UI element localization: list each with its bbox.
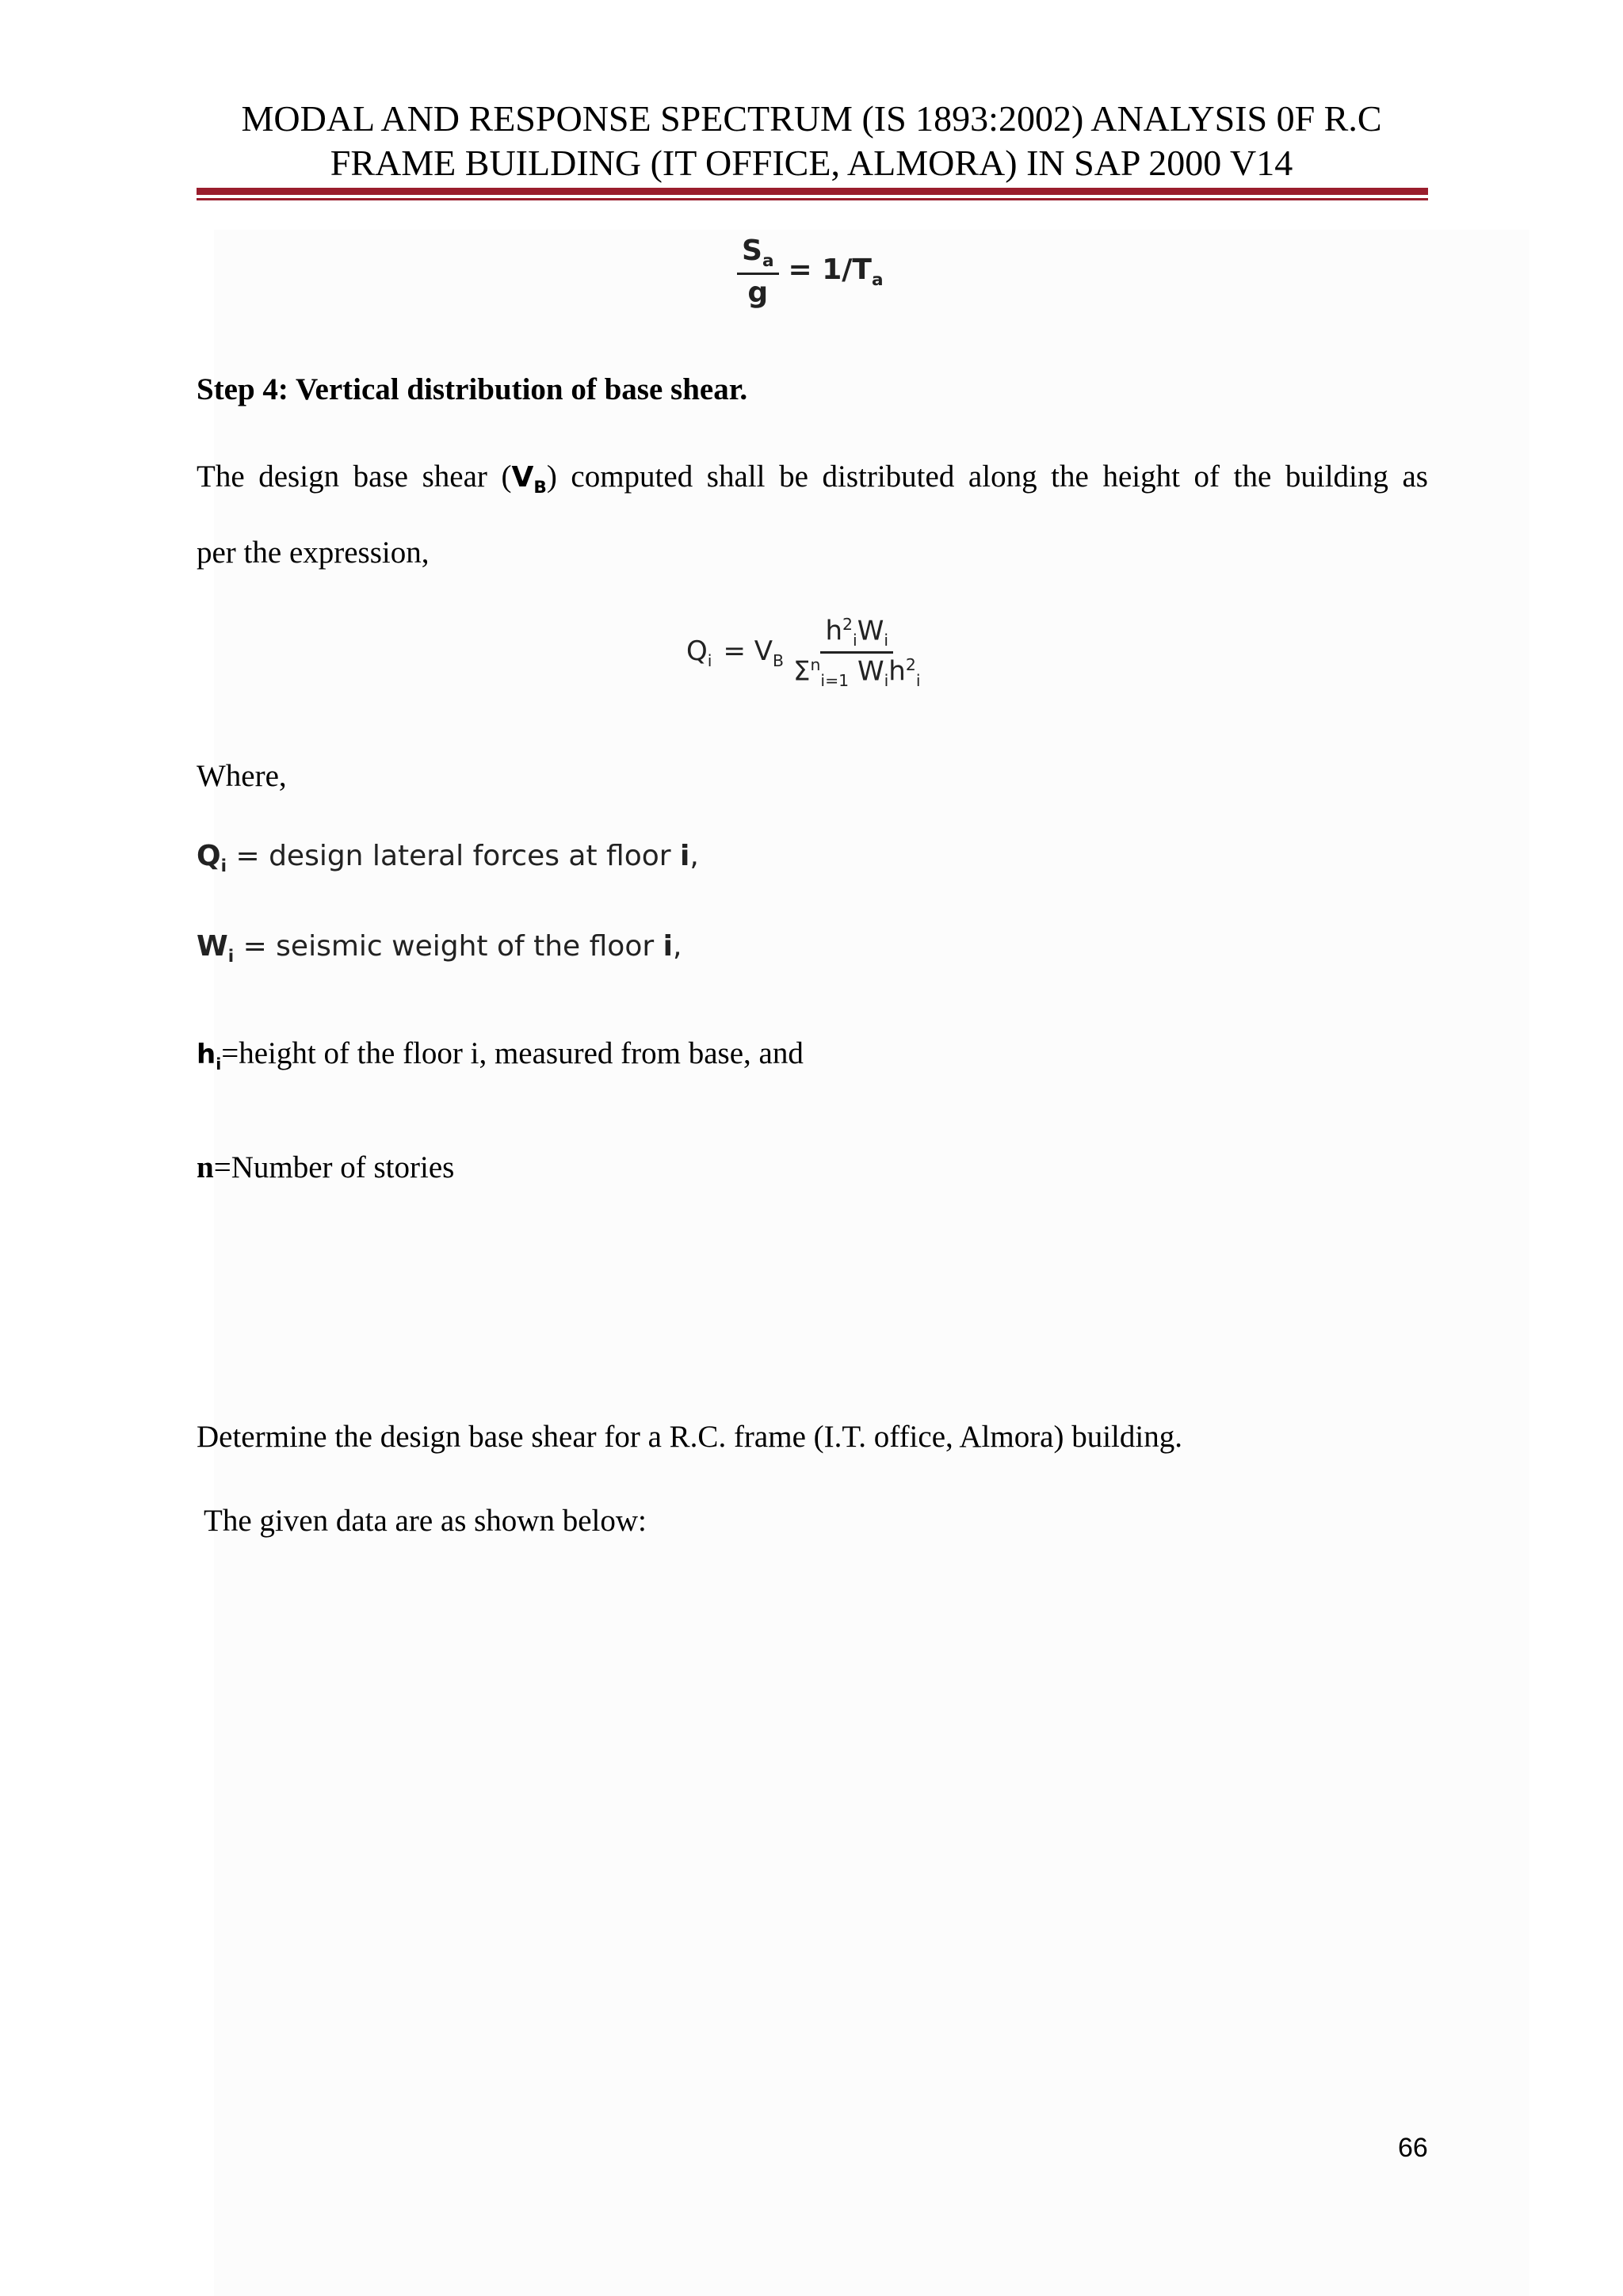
definition-qi: $Q_i$ = design lateral forces at floor i, bbox=[197, 840, 699, 877]
header-rule-thin bbox=[197, 198, 1428, 200]
where-label: Where, bbox=[197, 759, 287, 793]
step-4-paragraph-line-2: per the expression, bbox=[197, 536, 430, 570]
header-title-line-1: MODAL AND RESPONSE SPECTRUM (IS 1893:2002) ANALYSIS 0F R.C bbox=[241, 98, 1382, 139]
qi-lhs: $Q_i$ bbox=[686, 635, 712, 670]
definition-wi: $W_i$ = seismic weight of the floor i, bbox=[197, 930, 682, 967]
header-title-line-2: FRAME BUILDING (IT OFFICE, ALMORA) IN SAP 2000 V14 bbox=[330, 143, 1293, 183]
vb-symbol: $V_B$ bbox=[511, 461, 547, 498]
page-number: 66 bbox=[1398, 2133, 1428, 2163]
sa-rhs: = $1/T_a$ bbox=[788, 254, 884, 291]
running-header bbox=[158, 97, 1465, 185]
qi-fraction bbox=[789, 615, 925, 690]
qi-numerator: $h^2_iW_i$ bbox=[820, 615, 893, 654]
definition-n: n=Number of stories bbox=[197, 1150, 455, 1184]
definition-hi: $h_i=height$ of the floor i, measured from base, and bbox=[197, 1036, 804, 1074]
problem-line-2: The given data are as shown below: bbox=[197, 1504, 647, 1538]
equation-sa-over-g bbox=[737, 235, 884, 309]
qi-vb: = $V_B$ bbox=[723, 635, 784, 670]
step-4-paragraph-line-1: The design base shear $(V_B)$ computed shall be distributed along the height of the building as bbox=[197, 460, 1428, 498]
header-rule-thick bbox=[197, 188, 1428, 195]
problem-line-1: Determine the design base shear for a R.C. frame (I.T. office, Almora) building. bbox=[197, 1420, 1182, 1454]
step-4-heading: Step 4: Vertical distribution of base shear. bbox=[197, 372, 748, 406]
qi-denominator: $\Sigma^n_{i=1}$ $W_ih^2_i$ bbox=[793, 655, 921, 691]
equation-qi bbox=[686, 615, 925, 690]
sa-fraction: $\frac{S_a}{g}$ bbox=[737, 235, 779, 309]
